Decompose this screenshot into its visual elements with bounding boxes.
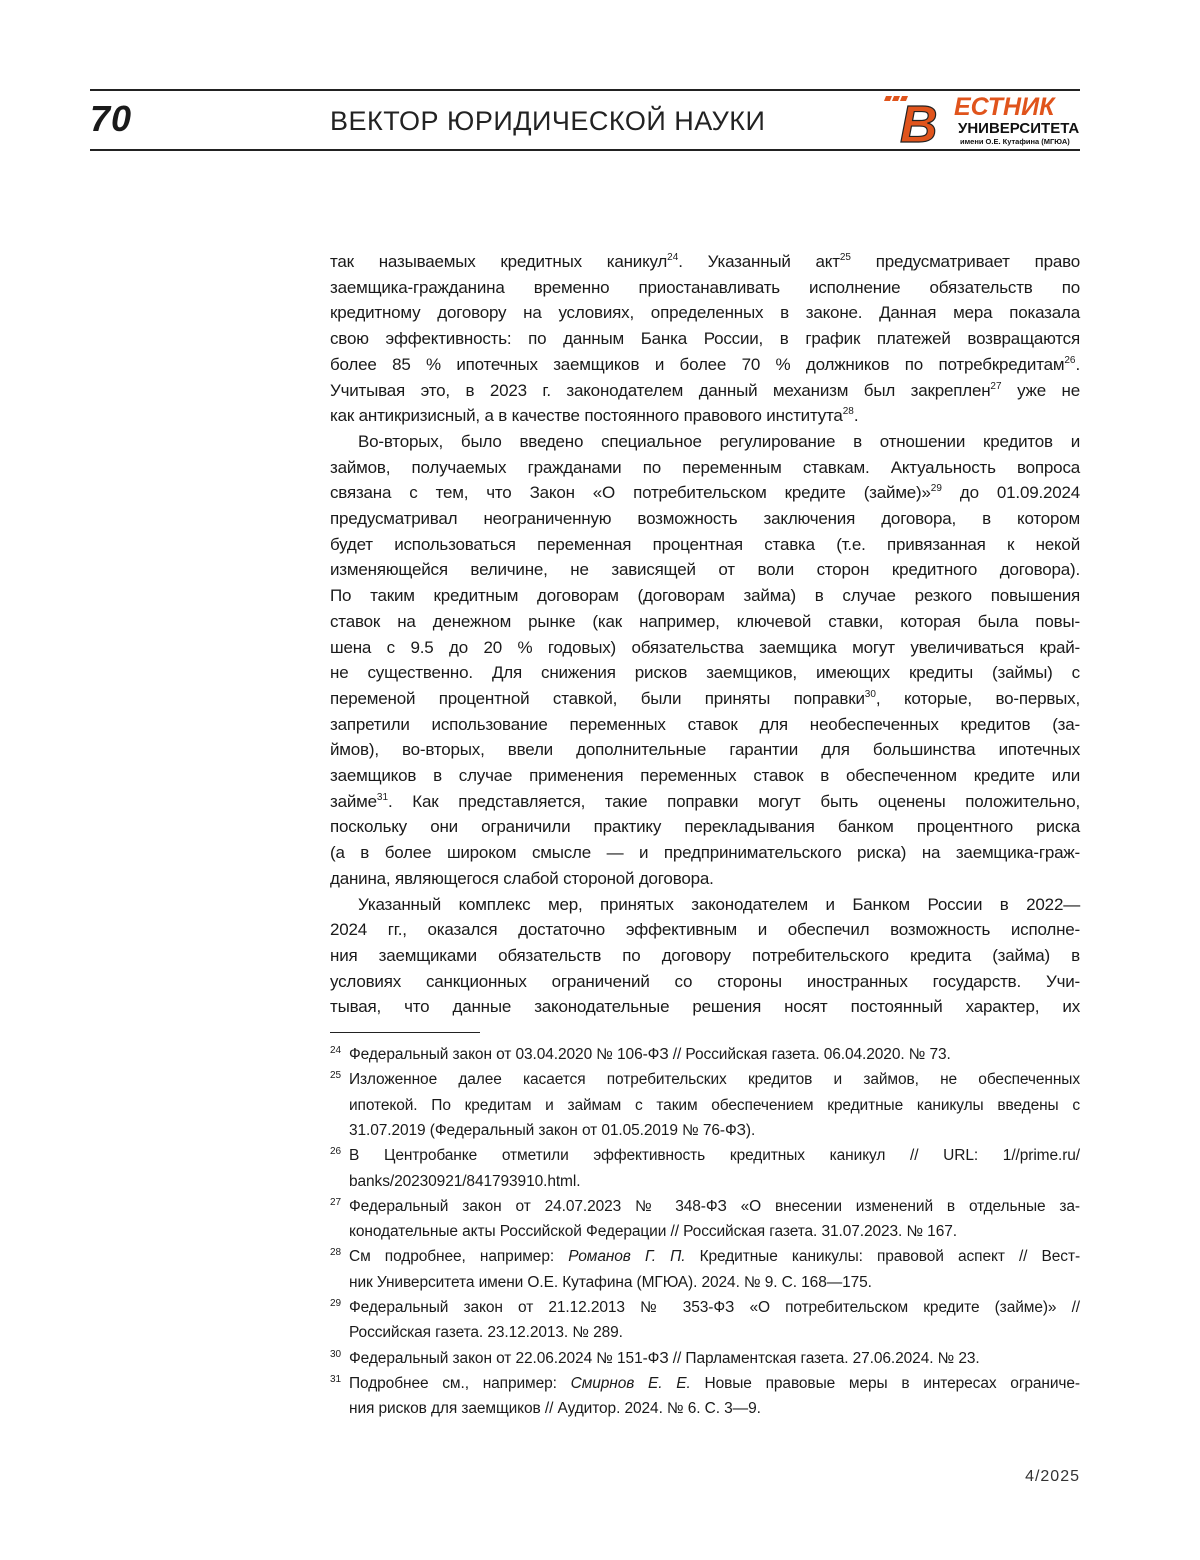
text-run: так называемых кредитных каникул (330, 252, 668, 271)
body-line (330, 737, 1080, 763)
footnote-line (349, 1244, 1080, 1269)
body-line (330, 532, 1080, 558)
text-run: banks/20230921/841793910.html. (349, 1172, 581, 1190)
footnote-line (349, 1396, 1080, 1421)
header-bottom-rule (90, 149, 1080, 151)
footnote-line (349, 1295, 1080, 1320)
text-run: ипотекой. По кредитам и займам с таким обеспечением кредитные каникулы введены с (349, 1096, 1080, 1114)
text-run: Учитывая это, в 2023 г. законодателем данный механизм был закреплен (330, 380, 991, 400)
footnote-number: 31 (330, 1373, 342, 1385)
header-top-rule (90, 89, 1080, 91)
text-run: Федеральный закон от 24.07.2023 № 348-ФЗ «О внесении изменений в отдельные за- (349, 1197, 1080, 1215)
text-run: Кредитные каникулы: правовой аспект // Вест- (685, 1248, 1081, 1266)
journal-section-title: ВЕКТОР ЮРИДИЧЕСКОЙ НАУКИ (330, 106, 766, 136)
footnote-number: 25 (330, 1070, 342, 1082)
body-line (330, 635, 1080, 661)
logo-subtitle: имени О.Е. Кутафина (МГЮА) (960, 137, 1070, 146)
text-run: По таким кредитным договорам (договорам займа) в случае резкого повышения (330, 586, 1080, 606)
text-run: . Как представляется, такие поправки могут быть оценены положительно, (388, 791, 1080, 811)
body-line (358, 429, 1080, 455)
body-line (330, 686, 1080, 712)
footnote-line (349, 1169, 1080, 1194)
text-run: более 85 % ипотечных заемщиков и более 70 % должников по потребкредитам (330, 354, 1065, 374)
page-number: 70 (90, 98, 133, 139)
body-line (330, 866, 1080, 892)
text-run: как антикризисный, а в качестве постоянного правового института (330, 406, 843, 426)
text-run: предусматривал неограниченную возможность заключения договора, в котором (330, 509, 1080, 528)
text-run: тывая, что данные законодательные решения носят постоянный характер, их (330, 997, 1080, 1017)
issue-number: 4/2025 (1025, 1468, 1080, 1485)
text-run: ния рисков для заемщиков // Аудитор. 2024. № 6. С. 3—9. (349, 1400, 761, 1418)
footnote-ref: 29 (930, 483, 942, 495)
body-line (330, 506, 1080, 532)
text-run: предусматривает право (850, 252, 1081, 271)
text-run: Федеральный закон от 22.06.2024 № 151-ФЗ // Парламентская газета. 27.06.2024. № 23. (349, 1349, 980, 1367)
footnote-ref: 24 (667, 252, 679, 263)
body-line (330, 712, 1080, 738)
body-line (358, 892, 1080, 918)
footnote-line (349, 1118, 1080, 1143)
text-run: изменяющейся величине, не зависящей от воли сторон кредитного договора). (330, 560, 1080, 580)
journal-logo (880, 92, 1085, 148)
body-line (330, 480, 1080, 506)
footnote-number: 27 (330, 1196, 342, 1208)
text-run: связана с тем, что Закон «О потребительском кредите (займе)» (330, 483, 931, 503)
footnote-ref: 31 (376, 791, 389, 803)
text-run: Новые правовые меры в интересах ограниче- (690, 1374, 1080, 1392)
text-run: данина, являющегося слабой стороной договора. (330, 868, 714, 888)
text-run: шена с 9.5 до 20 % годовых) обязательства заемщика могут увеличиваться край- (330, 637, 1080, 657)
body-line (330, 943, 1080, 969)
text-run: , которые, во-первых, (875, 688, 1081, 708)
body-line (330, 249, 1080, 275)
footnote-line (349, 1270, 1080, 1295)
text-run: уже не (1001, 380, 1080, 400)
footnote-separator (330, 1032, 480, 1033)
footnote-line (349, 1219, 1080, 1244)
logo-word-universiteta: УНИВЕРСИТЕТА (958, 120, 1080, 137)
text-run: Подробнее см., например: (349, 1374, 571, 1392)
body-line (330, 789, 1080, 815)
text-run: поскольку они ограничили практику перекладывания банком процентного риска (330, 817, 1080, 837)
body-line (330, 994, 1080, 1020)
footnote-line (349, 1067, 1080, 1092)
text-run: ставок на денежном рынке (как например, ключевой ставки, которая была повы- (330, 611, 1080, 631)
body-line (330, 840, 1080, 866)
text-run: запретили использование переменных ставок для необеспеченных кредитов (за- (330, 714, 1080, 734)
footnote-line (349, 1093, 1080, 1118)
text-run: кредитному договору на условиях, определенных в законе. Данная мера показала (330, 303, 1080, 323)
text-run: Федеральный закон от 21.12.2013 № 353-ФЗ «О потребительском кредите (займе)» // (349, 1299, 1080, 1316)
footnote-line (349, 1320, 1080, 1345)
body-line (330, 403, 1080, 429)
text-run: (а в более широком смысле — и предпринимательского риска) на заемщика-граж- (330, 843, 1080, 863)
text-run: 31.07.2019 (Федеральный закон от 01.05.2019 № 76-ФЗ). (349, 1121, 756, 1139)
text-run: ния заемщиками обязательств по договору потребительского кредита (займа) в (330, 945, 1080, 965)
body-line (330, 583, 1080, 609)
body-line (330, 455, 1080, 481)
footnote-ref: 26 (1064, 354, 1076, 366)
body-line (330, 378, 1080, 404)
text-run: 2024 гг., оказался достаточно эффективным и обеспечил возможность исполне- (330, 920, 1080, 940)
author-name: Смирнов Е. Е. (570, 1374, 691, 1392)
text-run: не существенно. Для снижения рисков заемщиков, имеющих кредиты (займы) с (330, 663, 1080, 683)
text-run: будет использоваться переменная процентная ставка (т.е. привязанная к некой (330, 534, 1080, 554)
body-line (330, 814, 1080, 840)
text-run: заемщиков в случае применения переменных ставок в обеспеченном кредите или (330, 766, 1080, 785)
footnote-line (349, 1042, 1080, 1067)
footnote-line (349, 1371, 1080, 1396)
footnote-ref: 28 (842, 406, 854, 418)
text-run: Изложенное далее касается потребительских кредитов и займов, не обеспеченных (349, 1071, 1080, 1089)
footnote-line (349, 1346, 1080, 1371)
footnote-number: 24 (330, 1045, 342, 1056)
text-run: . (853, 406, 859, 426)
author-name: Романов Г. П. (568, 1248, 686, 1266)
body-line (330, 763, 1080, 789)
body-line (330, 609, 1080, 635)
text-run: заемщика-гражданина временно приостанавливать исполнение обязательств по (330, 277, 1080, 297)
text-run: Российская газета. 23.12.2013. № 289. (349, 1324, 623, 1342)
footnote-number: 28 (330, 1247, 342, 1259)
text-run: . (1075, 354, 1080, 374)
body-line (330, 557, 1080, 583)
text-run: переменой процентной ставкой, были приняты поправки (330, 688, 865, 708)
body-line (330, 275, 1080, 301)
text-run: ник Университета имени О.Е. Кутафина (МГЮА). 2024. № 9. С. 168—175. (349, 1273, 872, 1291)
text-run: условиях санкционных ограничений со стороны иностранных государств. Учи- (330, 971, 1080, 991)
body-line (330, 300, 1080, 326)
text-run: свою эффективность: по данным Банка России, в график платежей возвращаются (330, 329, 1080, 349)
footnote-number: 30 (330, 1348, 342, 1360)
body-line (330, 326, 1080, 352)
logo-word-vestnik: ЕСТНИК (954, 93, 1055, 121)
text-run: конодательные акты Российской Федерации // Российская газета. 31.07.2023. № 167. (349, 1223, 957, 1241)
logo-big-letter: В (900, 96, 938, 148)
footnote-ref: 30 (864, 688, 876, 700)
body-line (330, 352, 1080, 378)
text-run: Указанный комплекс мер, принятых законодателем и Банком России в 2022— (358, 894, 1080, 914)
text-run: Во-вторых, было введено специальное регулирование в отношении кредитов и (358, 431, 1080, 451)
text-run: . Указанный акт (678, 252, 840, 271)
body-line (330, 969, 1080, 995)
footnote-ref: 25 (839, 252, 851, 263)
text-run: Федеральный закон от 03.04.2020 № 106-ФЗ // Российская газета. 06.04.2020. № 73. (349, 1046, 951, 1063)
footnote-number: 29 (330, 1298, 342, 1309)
text-run: до 01.09.2024 (941, 483, 1080, 503)
body-line (330, 660, 1080, 686)
text-run: займе (330, 791, 377, 811)
footnote-line (349, 1194, 1080, 1219)
text-run: займов, получаемых гражданами по переменным ставкам. Актуальность вопроса (330, 457, 1080, 477)
body-line (330, 917, 1080, 943)
footnote-ref: 27 (990, 380, 1002, 392)
text-run: В Центробанке отметили эффективность кредитных каникул // URL: 1//prime.ru/ (349, 1147, 1080, 1165)
footnote-number: 26 (330, 1146, 342, 1158)
footnote-line (349, 1143, 1080, 1168)
text-run: ймов), во-вторых, ввели дополнительные гарантии для большинства ипотечных (330, 740, 1080, 760)
text-run: См подробнее, например: (349, 1248, 569, 1266)
